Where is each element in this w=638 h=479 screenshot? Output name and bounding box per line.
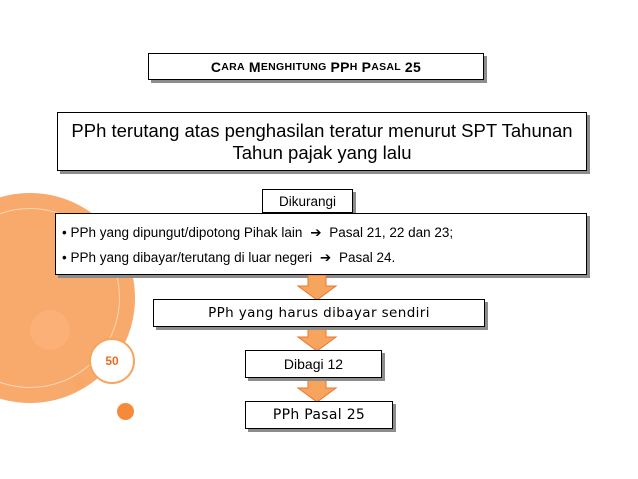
down-arrow-icon [296,378,338,403]
deduction-text: PPh yang dibayar/terutang di luar negeri [70,250,313,265]
deduction-item [62,220,580,245]
divide-box [245,350,382,378]
down-arrow-icon [296,275,338,301]
title-rest-3: H [349,60,358,73]
title-cap-4: P [361,58,372,75]
title-rest-2: ENGHITUNG [260,60,327,73]
tax-owed-text: PPh terutang atas penghasilan teratur menurut SPT Tahunan Tahun pajak yang lalu [71,119,573,163]
deduction-text: PPh yang dipungut/dipotong Pihak lain [70,225,303,240]
subtract-label-box [262,189,353,213]
title-cap-1: C [210,58,222,75]
tax-owed-box [57,112,587,171]
title-rest-1: ARA [221,60,245,73]
page-number-badge [89,338,135,384]
self-pay-text: PPh yang harus dibayar sendiri [208,305,430,321]
subtract-label: Dikurangi [278,193,337,209]
slide-title [148,53,484,80]
result-box [245,401,393,429]
right-arrow-icon: ➔ [319,250,332,265]
title-cap-2: M [248,58,261,75]
deduction-ref: Pasal 21, 22 dan 23; [329,225,454,240]
page-number: 50 [105,354,119,368]
self-pay-box [153,299,485,327]
right-arrow-icon: ➔ [310,225,322,240]
divide-text: Dibagi 12 [283,356,344,372]
deduction-item [62,245,580,270]
deductions-box [55,213,587,275]
bullet: • [62,225,67,240]
decorative-circle-tiny [117,403,134,420]
decorative-circle-small [73,377,85,389]
title-number: 25 [404,58,422,75]
bullet: • [62,250,67,265]
title-cap-3: PP [330,58,350,75]
decorative-circle-medium [30,310,70,350]
result-text: PPh Pasal 25 [272,407,366,423]
title-rest-4: ASAL [371,60,401,73]
down-arrow-icon [296,327,338,352]
deduction-ref: Pasal 24. [339,250,396,265]
